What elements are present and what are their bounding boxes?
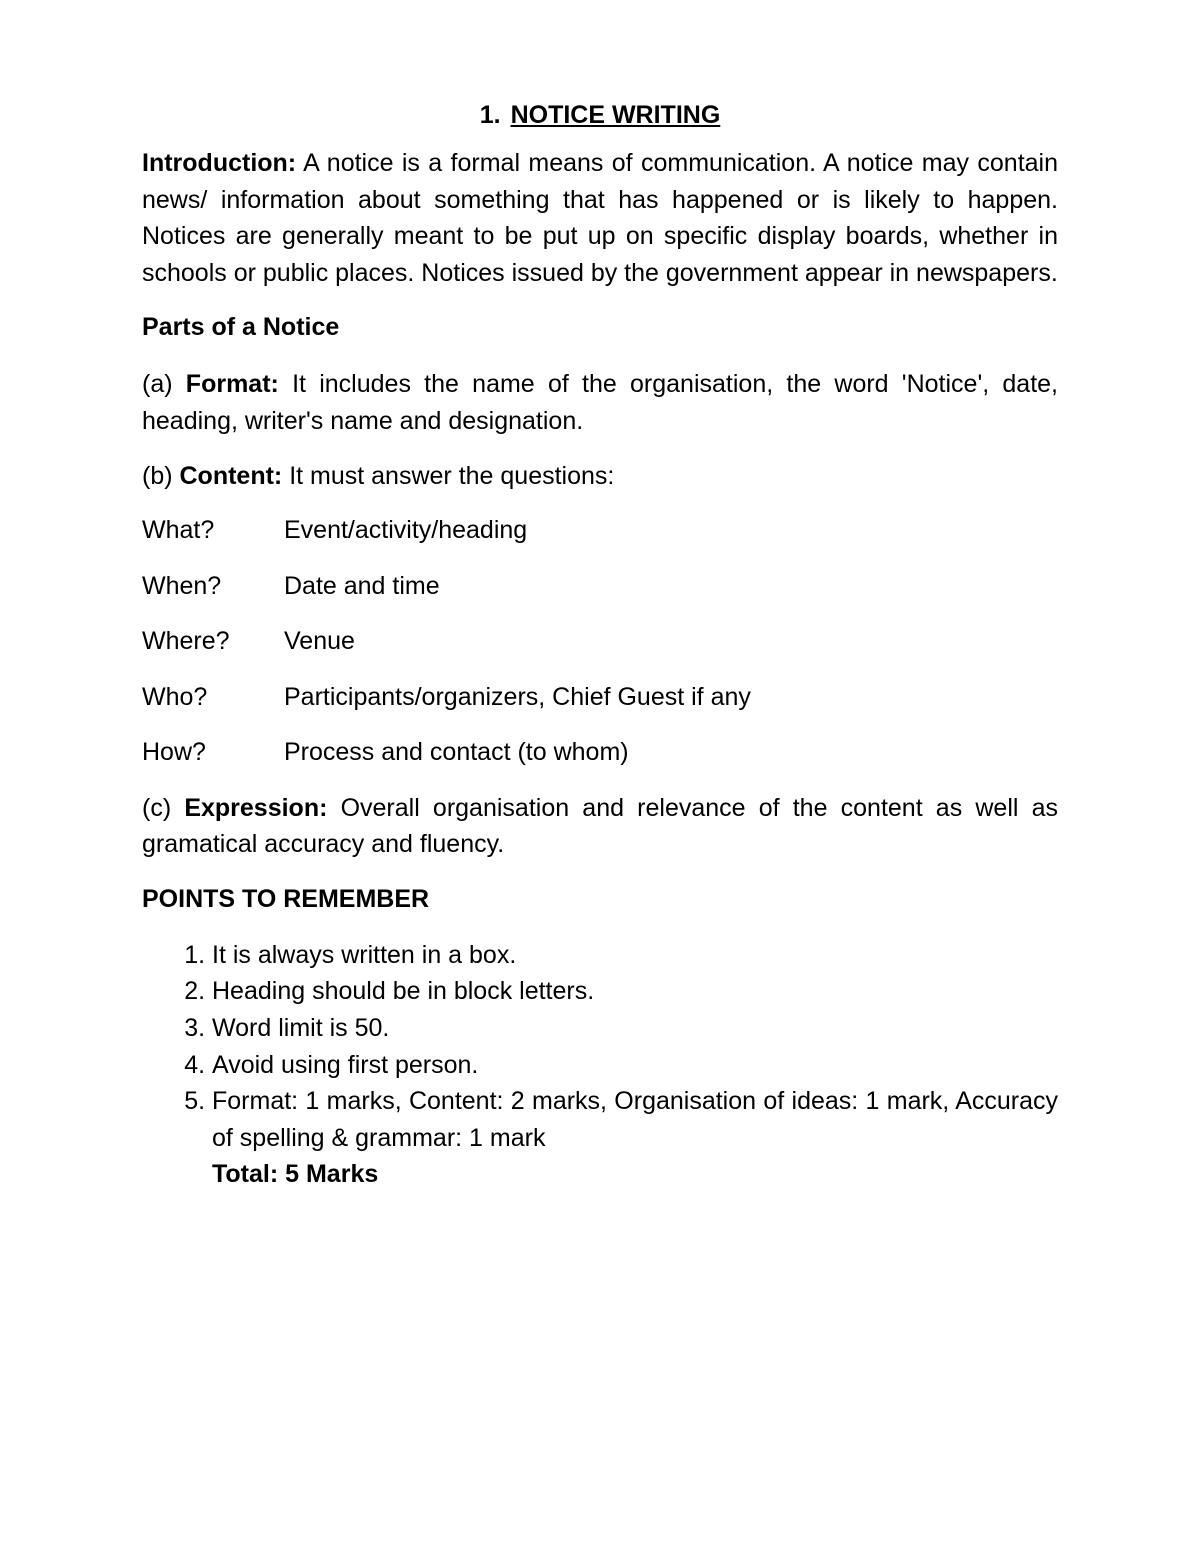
list-item [212,1010,1058,1047]
question-row [142,623,1058,659]
point-text: It is always written in a box. [212,940,517,969]
list-item [212,1047,1058,1084]
question-answer: Event/activity/heading [284,516,528,545]
question-answer: Venue [284,627,355,656]
title-text: NOTICE WRITING [510,101,721,129]
question-label: When? [142,571,222,600]
question-answer: Participants/organizers, Chief Guest if any [284,682,751,711]
introduction-label: Introduction: [142,149,297,177]
expression-paragraph [142,790,1058,863]
page-title [142,97,1058,133]
question-label: How? [142,738,206,767]
list-item [212,973,1058,1010]
list-item [212,1083,1058,1193]
points-list [142,937,1058,1193]
expression-text: Overall organisation and relevance of the content as well as gramatical accuracy and fluency. [142,793,1058,859]
list-item [212,937,1058,974]
points-heading: POINTS TO REMEMBER [142,884,430,913]
introduction-text: A notice is a formal means of communication. A notice may contain news/ information about something that has happened or is likely to happen. Notices are generally meant to be put up on specific display boards, whether in schools or public places. Notices issued by the government appear in newspapers. [142,149,1058,287]
question-answer: Date and time [284,571,440,600]
question-row [142,568,1058,604]
total-marks: Total: 5 Marks [212,1160,379,1189]
content-label: Content: [179,461,283,490]
question-row [142,679,1058,715]
point-text: Avoid using first person. [212,1050,479,1079]
question-label: What? [142,516,215,545]
format-paragraph [142,366,1058,439]
format-text: It includes the name of the organisation, the word 'Notice', date, heading, writer's name and designation. [142,370,1058,435]
point-text: Word limit is 50. [212,1014,390,1043]
question-label: Who? [142,682,208,711]
introduction-paragraph [142,145,1058,291]
content-text: It must answer the questions: [282,461,615,490]
title-number: 1. [479,101,501,129]
content-prefix: (b) [142,461,180,490]
format-label: Format: [185,370,279,399]
parts-heading: Parts of a Notice [142,313,340,342]
point-text: Heading should be in block letters. [212,977,595,1006]
content-paragraph [142,458,1058,495]
question-row [142,734,1058,770]
point-text: Format: 1 marks, Content: 2 marks, Organisation of ideas: 1 mark, Accuracy of spelling & grammar: 1 mark [212,1087,1058,1152]
questions-list [142,512,1058,770]
question-answer: Process and contact (to whom) [284,738,629,767]
format-prefix: (a) [142,370,186,399]
expression-label: Expression: [184,793,328,822]
question-label: Where? [142,627,230,656]
expression-prefix: (c) [142,793,185,822]
question-row [142,512,1058,548]
